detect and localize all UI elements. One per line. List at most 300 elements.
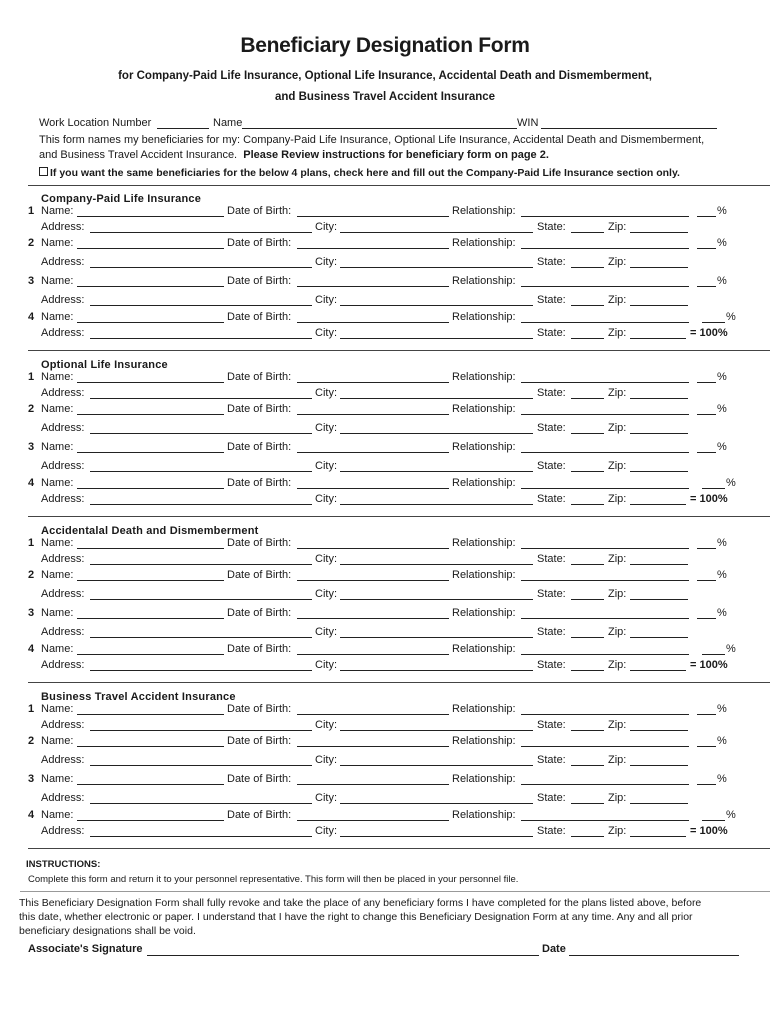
dob-field[interactable] bbox=[297, 580, 449, 581]
city-field[interactable] bbox=[340, 670, 533, 671]
city-field[interactable] bbox=[340, 471, 533, 472]
zip-field[interactable] bbox=[630, 305, 688, 306]
zip-label: Zip: bbox=[608, 588, 627, 600]
percent-field[interactable] bbox=[697, 746, 716, 747]
city-label: City: bbox=[315, 294, 337, 306]
dob-label: Date of Birth: bbox=[227, 569, 292, 581]
subtitle-line1: for Company-Paid Life Insurance, Optional Life Insurance, Accidental Death and Dismemberment, bbox=[118, 70, 652, 82]
address-field[interactable] bbox=[90, 471, 312, 472]
name-label: Name: bbox=[41, 773, 74, 785]
beneficiary-name-field[interactable] bbox=[77, 548, 224, 549]
dob-field[interactable] bbox=[297, 322, 449, 323]
state-field[interactable] bbox=[571, 836, 604, 837]
dob-field[interactable] bbox=[297, 248, 449, 249]
zip-field[interactable] bbox=[630, 637, 688, 638]
address-field[interactable] bbox=[90, 504, 312, 505]
beneficiary-name-field[interactable] bbox=[77, 714, 224, 715]
zip-field[interactable] bbox=[630, 765, 688, 766]
name-label: Name: bbox=[41, 735, 74, 747]
state-field[interactable] bbox=[571, 730, 604, 731]
relationship-field[interactable] bbox=[521, 322, 689, 323]
zip-field[interactable] bbox=[630, 267, 688, 268]
city-field[interactable] bbox=[340, 765, 533, 766]
name-label: Name: bbox=[41, 809, 74, 821]
dob-field[interactable] bbox=[297, 414, 449, 415]
dob-field[interactable] bbox=[297, 382, 449, 383]
city-label: City: bbox=[315, 422, 337, 434]
section-divider bbox=[28, 350, 770, 351]
instructions-text: Complete this form and return it to your personnel representative. This form will then be placed in your personnel file. bbox=[28, 874, 519, 885]
state-label: State: bbox=[537, 553, 566, 565]
beneficiary-number: 2 bbox=[28, 735, 35, 747]
intro-line2 bbox=[39, 149, 549, 162]
zip-field[interactable] bbox=[630, 471, 688, 472]
state-field[interactable] bbox=[571, 338, 604, 339]
state-field[interactable] bbox=[571, 599, 604, 600]
address-label: Address: bbox=[41, 659, 85, 671]
state-label: State: bbox=[537, 294, 566, 306]
subtitle-line2: and Business Travel Accident Insurance bbox=[274, 91, 496, 103]
signature-field[interactable] bbox=[147, 955, 539, 956]
percent-field[interactable] bbox=[697, 714, 716, 715]
relationship-field[interactable] bbox=[521, 746, 689, 747]
percent-sign: % bbox=[717, 703, 727, 715]
relationship-label: Relationship: bbox=[452, 537, 516, 549]
divider bbox=[20, 891, 770, 892]
zip-label: Zip: bbox=[608, 460, 627, 472]
percent-field[interactable] bbox=[697, 784, 716, 785]
city-field[interactable] bbox=[340, 433, 533, 434]
zip-label: Zip: bbox=[608, 553, 627, 565]
beneficiary-number: 4 bbox=[28, 477, 35, 489]
address-field[interactable] bbox=[90, 338, 312, 339]
total-100-percent: = 100% bbox=[690, 659, 728, 671]
dob-field[interactable] bbox=[297, 618, 449, 619]
name-label: Name bbox=[213, 117, 243, 129]
state-field[interactable] bbox=[571, 637, 604, 638]
beneficiary-name-field[interactable] bbox=[77, 784, 224, 785]
city-field[interactable] bbox=[340, 305, 533, 306]
dob-label: Date of Birth: bbox=[227, 403, 292, 415]
relationship-label: Relationship: bbox=[452, 441, 516, 453]
name-label: Name: bbox=[41, 477, 74, 489]
relationship-label: Relationship: bbox=[452, 371, 516, 383]
percent-field[interactable] bbox=[702, 820, 725, 821]
relationship-label: Relationship: bbox=[452, 809, 516, 821]
beneficiary-name-field[interactable] bbox=[77, 746, 224, 747]
dob-field[interactable] bbox=[297, 746, 449, 747]
state-label: State: bbox=[537, 221, 566, 233]
percent-sign: % bbox=[717, 773, 727, 785]
city-field[interactable] bbox=[340, 338, 533, 339]
beneficiary-name-field[interactable] bbox=[77, 654, 224, 655]
section-divider bbox=[28, 516, 770, 517]
address-field[interactable] bbox=[90, 670, 312, 671]
state-field[interactable] bbox=[571, 433, 604, 434]
relationship-label: Relationship: bbox=[452, 403, 516, 415]
beneficiary-number: 3 bbox=[28, 441, 35, 453]
beneficiary-name-field[interactable] bbox=[77, 580, 224, 581]
dob-field[interactable] bbox=[297, 452, 449, 453]
relationship-field[interactable] bbox=[521, 618, 689, 619]
state-field[interactable] bbox=[571, 803, 604, 804]
zip-label: Zip: bbox=[608, 221, 627, 233]
name-label: Name: bbox=[41, 237, 74, 249]
zip-label: Zip: bbox=[608, 256, 627, 268]
same-beneficiaries-row bbox=[39, 167, 680, 180]
dob-field[interactable] bbox=[297, 654, 449, 655]
percent-field[interactable] bbox=[702, 654, 725, 655]
address-label: Address: bbox=[41, 221, 85, 233]
percent-field[interactable] bbox=[697, 216, 716, 217]
city-label: City: bbox=[315, 719, 337, 731]
state-label: State: bbox=[537, 422, 566, 434]
relationship-label: Relationship: bbox=[452, 205, 516, 217]
relationship-label: Relationship: bbox=[452, 735, 516, 747]
city-field[interactable] bbox=[340, 637, 533, 638]
beneficiary-name-field[interactable] bbox=[77, 820, 224, 821]
beneficiary-name-field[interactable] bbox=[77, 216, 224, 217]
dob-label: Date of Birth: bbox=[227, 703, 292, 715]
city-field[interactable] bbox=[340, 267, 533, 268]
percent-sign: % bbox=[726, 311, 736, 323]
percent-sign: % bbox=[717, 569, 727, 581]
percent-sign: % bbox=[726, 643, 736, 655]
address-field[interactable] bbox=[90, 232, 312, 233]
city-field[interactable] bbox=[340, 730, 533, 731]
state-label: State: bbox=[537, 626, 566, 638]
city-field[interactable] bbox=[340, 504, 533, 505]
beneficiary-name-field[interactable] bbox=[77, 382, 224, 383]
relationship-label: Relationship: bbox=[452, 237, 516, 249]
beneficiary-number: 1 bbox=[28, 537, 35, 549]
zip-field[interactable] bbox=[630, 670, 686, 671]
state-label: State: bbox=[537, 754, 566, 766]
beneficiary-name-field[interactable] bbox=[77, 452, 224, 453]
relationship-label: Relationship: bbox=[452, 773, 516, 785]
city-label: City: bbox=[315, 754, 337, 766]
revoke-line2: this date, whether electronic or paper. I understand that I have the right to change this Beneficiary Designation Form at any time. Any and all prior bbox=[19, 911, 693, 923]
zip-label: Zip: bbox=[608, 659, 627, 671]
state-label: State: bbox=[537, 256, 566, 268]
state-field[interactable] bbox=[571, 267, 604, 268]
relationship-label: Relationship: bbox=[452, 569, 516, 581]
name-label: Name: bbox=[41, 607, 74, 619]
dob-label: Date of Birth: bbox=[227, 735, 292, 747]
total-100-percent: = 100% bbox=[690, 493, 728, 505]
name-label: Name: bbox=[41, 205, 74, 217]
relationship-field[interactable] bbox=[521, 654, 689, 655]
signature-label: Associate's Signature bbox=[28, 943, 143, 955]
dob-label: Date of Birth: bbox=[227, 773, 292, 785]
beneficiary-number: 4 bbox=[28, 311, 35, 323]
beneficiary-name-field[interactable] bbox=[77, 414, 224, 415]
percent-field[interactable] bbox=[697, 618, 716, 619]
city-label: City: bbox=[315, 256, 337, 268]
instructions-heading: INSTRUCTIONS: bbox=[26, 859, 101, 870]
city-label: City: bbox=[315, 221, 337, 233]
dob-field[interactable] bbox=[297, 216, 449, 217]
revoke-line3: beneficiary designations shall be void. bbox=[19, 925, 196, 937]
zip-label: Zip: bbox=[608, 754, 627, 766]
dob-label: Date of Birth: bbox=[227, 205, 292, 217]
state-label: State: bbox=[537, 460, 566, 472]
state-field[interactable] bbox=[571, 305, 604, 306]
dob-field[interactable] bbox=[297, 784, 449, 785]
address-label: Address: bbox=[41, 387, 85, 399]
beneficiary-number: 4 bbox=[28, 809, 35, 821]
intro-line2-bold: Please Review instructions for beneficiary form on page 2. bbox=[243, 149, 549, 161]
state-label: State: bbox=[537, 493, 566, 505]
dob-label: Date of Birth: bbox=[227, 643, 292, 655]
name-label: Name: bbox=[41, 569, 74, 581]
divider bbox=[28, 185, 770, 186]
zip-label: Zip: bbox=[608, 327, 627, 339]
state-label: State: bbox=[537, 588, 566, 600]
city-label: City: bbox=[315, 387, 337, 399]
state-label: State: bbox=[537, 825, 566, 837]
city-label: City: bbox=[315, 825, 337, 837]
relationship-label: Relationship: bbox=[452, 607, 516, 619]
percent-field[interactable] bbox=[697, 414, 716, 415]
revoke-line1: This Beneficiary Designation Form shall fully revoke and take the place of any beneficiary forms I have completed for the plans listed above, before bbox=[19, 897, 702, 909]
dob-field[interactable] bbox=[297, 820, 449, 821]
relationship-field[interactable] bbox=[521, 784, 689, 785]
win-label: WIN bbox=[517, 117, 539, 129]
dob-label: Date of Birth: bbox=[227, 809, 292, 821]
address-field[interactable] bbox=[90, 836, 312, 837]
win-field[interactable] bbox=[541, 128, 717, 129]
beneficiary-number: 3 bbox=[28, 773, 35, 785]
address-label: Address: bbox=[41, 626, 85, 638]
zip-label: Zip: bbox=[608, 719, 627, 731]
total-100-percent: = 100% bbox=[690, 825, 728, 837]
relationship-field[interactable] bbox=[521, 488, 689, 489]
state-field[interactable] bbox=[571, 232, 604, 233]
relationship-field[interactable] bbox=[521, 452, 689, 453]
percent-sign: % bbox=[717, 735, 727, 747]
percent-sign: % bbox=[717, 537, 727, 549]
beneficiary-number: 2 bbox=[28, 569, 35, 581]
name-label: Name: bbox=[41, 441, 74, 453]
same-beneficiaries-checkbox[interactable] bbox=[39, 167, 48, 176]
zip-field[interactable] bbox=[630, 232, 688, 233]
city-label: City: bbox=[315, 493, 337, 505]
relationship-field[interactable] bbox=[521, 580, 689, 581]
city-label: City: bbox=[315, 553, 337, 565]
dob-field[interactable] bbox=[297, 488, 449, 489]
state-field[interactable] bbox=[571, 504, 604, 505]
relationship-field[interactable] bbox=[521, 382, 689, 383]
percent-sign: % bbox=[717, 275, 727, 287]
percent-field[interactable] bbox=[697, 580, 716, 581]
percent-sign: % bbox=[717, 441, 727, 453]
percent-sign: % bbox=[726, 477, 736, 489]
city-field[interactable] bbox=[340, 232, 533, 233]
city-field[interactable] bbox=[340, 836, 533, 837]
address-label: Address: bbox=[41, 256, 85, 268]
beneficiary-number: 1 bbox=[28, 703, 35, 715]
relationship-label: Relationship: bbox=[452, 703, 516, 715]
address-field[interactable] bbox=[90, 803, 312, 804]
percent-field[interactable] bbox=[697, 286, 716, 287]
state-field[interactable] bbox=[571, 670, 604, 671]
section-divider bbox=[28, 682, 770, 683]
address-field[interactable] bbox=[90, 398, 312, 399]
percent-sign: % bbox=[717, 237, 727, 249]
city-label: City: bbox=[315, 792, 337, 804]
address-field[interactable] bbox=[90, 267, 312, 268]
dob-label: Date of Birth: bbox=[227, 275, 292, 287]
relationship-field[interactable] bbox=[521, 216, 689, 217]
zip-field[interactable] bbox=[630, 564, 688, 565]
form-title: Beneficiary Designation Form bbox=[240, 34, 530, 57]
city-label: City: bbox=[315, 460, 337, 472]
address-label: Address: bbox=[41, 588, 85, 600]
city-field[interactable] bbox=[340, 599, 533, 600]
date-field[interactable] bbox=[569, 955, 739, 956]
relationship-field[interactable] bbox=[521, 714, 689, 715]
name-label: Name: bbox=[41, 643, 74, 655]
zip-field[interactable] bbox=[630, 504, 686, 505]
dob-label: Date of Birth: bbox=[227, 537, 292, 549]
address-label: Address: bbox=[41, 825, 85, 837]
relationship-field[interactable] bbox=[521, 248, 689, 249]
city-label: City: bbox=[315, 626, 337, 638]
percent-field[interactable] bbox=[697, 452, 716, 453]
beneficiary-number: 4 bbox=[28, 643, 35, 655]
section-title: Business Travel Accident Insurance bbox=[41, 691, 236, 703]
zip-field[interactable] bbox=[630, 338, 686, 339]
zip-label: Zip: bbox=[608, 792, 627, 804]
name-label: Name: bbox=[41, 275, 74, 287]
zip-field[interactable] bbox=[630, 433, 688, 434]
address-field[interactable] bbox=[90, 599, 312, 600]
beneficiary-name-field[interactable] bbox=[77, 322, 224, 323]
address-label: Address: bbox=[41, 460, 85, 472]
zip-label: Zip: bbox=[608, 387, 627, 399]
city-label: City: bbox=[315, 588, 337, 600]
address-label: Address: bbox=[41, 327, 85, 339]
percent-sign: % bbox=[717, 403, 727, 415]
relationship-label: Relationship: bbox=[452, 311, 516, 323]
address-label: Address: bbox=[41, 553, 85, 565]
address-label: Address: bbox=[41, 719, 85, 731]
dob-field[interactable] bbox=[297, 714, 449, 715]
address-field[interactable] bbox=[90, 637, 312, 638]
beneficiary-name-field[interactable] bbox=[77, 488, 224, 489]
address-field[interactable] bbox=[90, 564, 312, 565]
dob-label: Date of Birth: bbox=[227, 371, 292, 383]
section-title: Optional Life Insurance bbox=[41, 359, 168, 371]
state-label: State: bbox=[537, 387, 566, 399]
relationship-field[interactable] bbox=[521, 820, 689, 821]
percent-field[interactable] bbox=[702, 322, 725, 323]
address-field[interactable] bbox=[90, 433, 312, 434]
dob-label: Date of Birth: bbox=[227, 237, 292, 249]
zip-field[interactable] bbox=[630, 730, 688, 731]
state-field[interactable] bbox=[571, 471, 604, 472]
zip-label: Zip: bbox=[608, 825, 627, 837]
city-field[interactable] bbox=[340, 803, 533, 804]
zip-field[interactable] bbox=[630, 803, 688, 804]
beneficiary-name-field[interactable] bbox=[77, 618, 224, 619]
address-label: Address: bbox=[41, 422, 85, 434]
state-field[interactable] bbox=[571, 564, 604, 565]
zip-label: Zip: bbox=[608, 626, 627, 638]
percent-field[interactable] bbox=[697, 548, 716, 549]
same-beneficiaries-text: If you want the same beneficiaries for the below 4 plans, check here and fill out the Company-Paid Life Insurance section only. bbox=[50, 167, 680, 179]
dob-label: Date of Birth: bbox=[227, 477, 292, 489]
relationship-label: Relationship: bbox=[452, 477, 516, 489]
percent-field[interactable] bbox=[702, 488, 725, 489]
work-location-field[interactable] bbox=[157, 128, 209, 129]
percent-field[interactable] bbox=[697, 248, 716, 249]
address-label: Address: bbox=[41, 792, 85, 804]
section-divider bbox=[28, 848, 770, 849]
percent-sign: % bbox=[726, 809, 736, 821]
zip-label: Zip: bbox=[608, 422, 627, 434]
beneficiary-number: 3 bbox=[28, 275, 35, 287]
relationship-field[interactable] bbox=[521, 548, 689, 549]
percent-sign: % bbox=[717, 371, 727, 383]
address-field[interactable] bbox=[90, 305, 312, 306]
zip-field[interactable] bbox=[630, 398, 688, 399]
name-label: Name: bbox=[41, 311, 74, 323]
relationship-field[interactable] bbox=[521, 286, 689, 287]
state-label: State: bbox=[537, 719, 566, 731]
address-label: Address: bbox=[41, 294, 85, 306]
state-label: State: bbox=[537, 659, 566, 671]
zip-label: Zip: bbox=[608, 493, 627, 505]
percent-field[interactable] bbox=[697, 382, 716, 383]
name-label: Name: bbox=[41, 537, 74, 549]
city-field[interactable] bbox=[340, 564, 533, 565]
beneficiary-number: 1 bbox=[28, 205, 35, 217]
beneficiary-number: 2 bbox=[28, 237, 35, 249]
percent-sign: % bbox=[717, 607, 727, 619]
beneficiary-name-field[interactable] bbox=[77, 286, 224, 287]
state-label: State: bbox=[537, 792, 566, 804]
total-100-percent: = 100% bbox=[690, 327, 728, 339]
dob-label: Date of Birth: bbox=[227, 311, 292, 323]
dob-label: Date of Birth: bbox=[227, 441, 292, 453]
intro-line2-normal: and Business Travel Accident Insurance. bbox=[39, 149, 238, 161]
address-field[interactable] bbox=[90, 730, 312, 731]
relationship-field[interactable] bbox=[521, 414, 689, 415]
dob-field[interactable] bbox=[297, 548, 449, 549]
beneficiary-number: 3 bbox=[28, 607, 35, 619]
name-label: Name: bbox=[41, 703, 74, 715]
work-location-label: Work Location Number bbox=[39, 117, 152, 129]
address-field[interactable] bbox=[90, 765, 312, 766]
relationship-label: Relationship: bbox=[452, 643, 516, 655]
city-label: City: bbox=[315, 327, 337, 339]
dob-field[interactable] bbox=[297, 286, 449, 287]
zip-field[interactable] bbox=[630, 836, 686, 837]
beneficiary-number: 2 bbox=[28, 403, 35, 415]
name-label: Name: bbox=[41, 403, 74, 415]
city-field[interactable] bbox=[340, 398, 533, 399]
state-field[interactable] bbox=[571, 398, 604, 399]
name-field[interactable] bbox=[242, 128, 517, 129]
zip-field[interactable] bbox=[630, 599, 688, 600]
relationship-label: Relationship: bbox=[452, 275, 516, 287]
beneficiary-name-field[interactable] bbox=[77, 248, 224, 249]
state-label: State: bbox=[537, 327, 566, 339]
zip-label: Zip: bbox=[608, 294, 627, 306]
state-field[interactable] bbox=[571, 765, 604, 766]
